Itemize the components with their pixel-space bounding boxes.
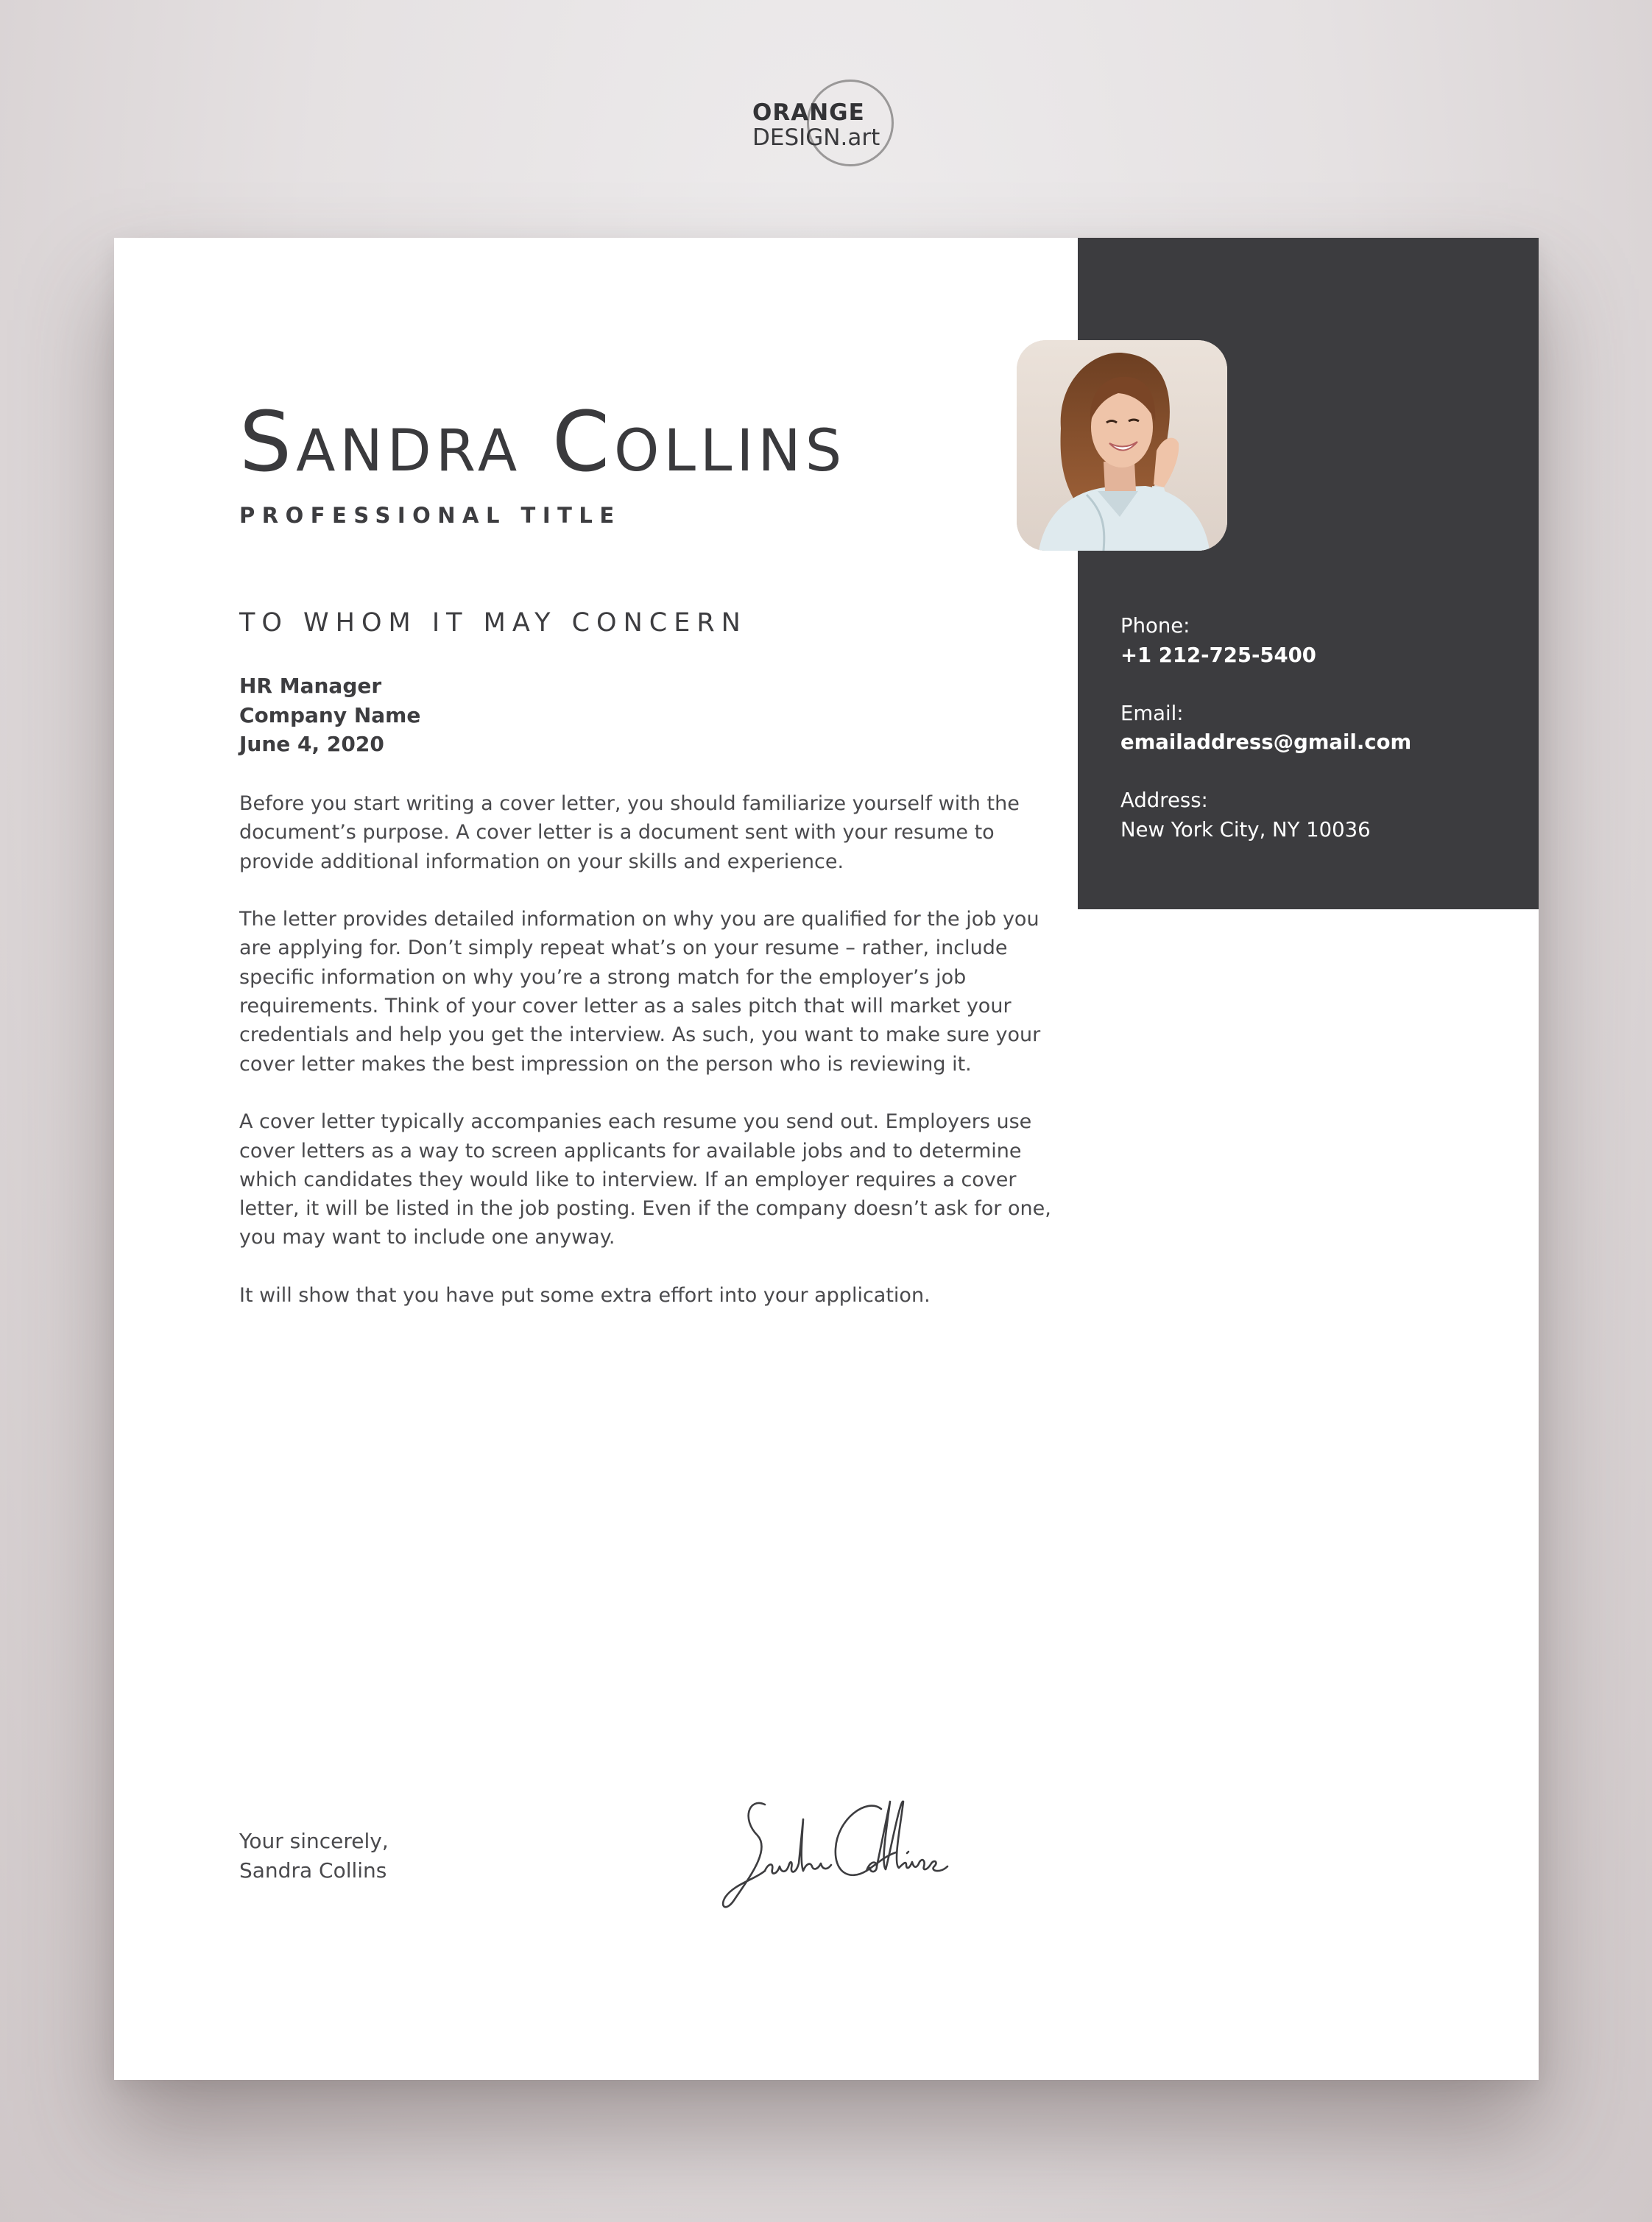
contact-phone	[1120, 612, 1411, 670]
body-line: letter, it will be listed in the job posting. Even if the company doesn’t ask for one,	[239, 1197, 1051, 1221]
address-value: New York City, NY 10036	[1120, 817, 1371, 842]
body-line: cover letters as a way to screen applicants for available jobs and to determine	[239, 1139, 1022, 1163]
body-line: credentials and help you get the interview. As such, you want to make sure your	[239, 1023, 1041, 1047]
body-line: document’s purpose. A cover letter is a document sent with your resume to	[239, 821, 995, 844]
contact-info	[1120, 612, 1411, 874]
letter-body	[239, 789, 1051, 1339]
phone-label: Phone:	[1120, 614, 1190, 638]
body-line: are applying for. Don’t simply repeat what’s on your resume – rather, include	[239, 937, 1008, 960]
email-value: emailaddress@gmail.com	[1120, 730, 1412, 754]
body-paragraph	[239, 1281, 998, 1310]
profile-photo	[1017, 340, 1227, 551]
portrait-image-icon	[1017, 340, 1227, 551]
recipient-block	[239, 671, 420, 759]
recipient-company: Company Name	[239, 702, 421, 727]
body-line: cover letter makes the best impression on the person who is reviewing it.	[239, 1052, 972, 1076]
body-paragraph	[239, 905, 1041, 1079]
applicant-name: Sandra Collins	[239, 395, 847, 490]
body-line: A cover letter typically accompanies each resume you send out. Employers use	[239, 1110, 1032, 1134]
body-line: Before you start writing a cover letter, you should familiarize yourself with the	[239, 792, 1020, 815]
body-line: which candidates they would like to interview. If an employer requires a cover	[239, 1168, 1017, 1191]
brand-line-2: DESIGN.art	[752, 124, 880, 151]
body-paragraph	[239, 1107, 1051, 1252]
address-label: Address:	[1120, 789, 1208, 812]
body-line: requirements. Think of your cover letter as a sales pitch that will market your	[239, 995, 1012, 1018]
email-label: Email:	[1120, 701, 1184, 725]
brand-line-1: ORANGE	[752, 99, 865, 126]
letter-greeting: TO WHOM IT MAY CONCERN	[239, 608, 747, 638]
body-line: provide additional information on your skills and experience.	[239, 850, 844, 873]
body-line: you may want to include one anyway.	[239, 1226, 615, 1249]
body-paragraph	[239, 789, 1020, 876]
brand-logo	[752, 78, 900, 178]
body-line: The letter provides detailed information on why you are qualified for the job you	[239, 908, 1039, 931]
body-line: specific information on why you’re a strong match for the employer’s job	[239, 965, 967, 989]
professional-title: PROFESSIONAL TITLE	[239, 503, 621, 528]
contact-email	[1120, 699, 1411, 758]
letter-date: June 4, 2020	[239, 732, 384, 756]
letter-closing	[239, 1827, 389, 1885]
body-line: It will show that you have put some extra effort into your application.	[239, 1284, 931, 1308]
phone-value: +1 212-725-5400	[1120, 643, 1316, 667]
signer-name: Sandra Collins	[239, 1858, 387, 1883]
valediction: Your sincerely,	[239, 1829, 389, 1853]
signature-image	[719, 1790, 984, 1915]
recipient-role: HR Manager	[239, 674, 382, 698]
contact-address	[1120, 786, 1411, 844]
cover-letter-page	[114, 238, 1539, 2080]
